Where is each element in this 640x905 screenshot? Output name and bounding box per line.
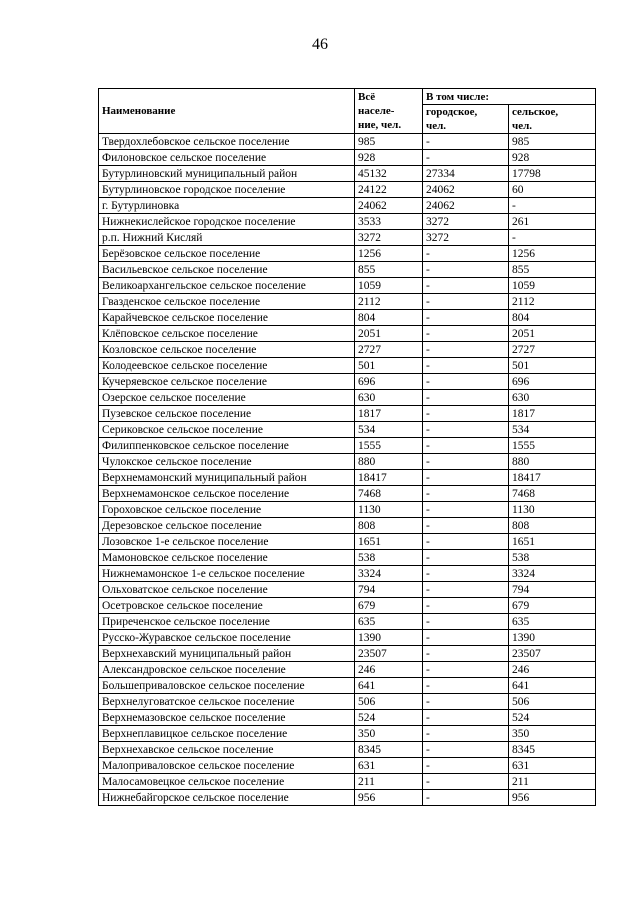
cell-urban: - — [423, 710, 509, 726]
table-row — [99, 614, 596, 630]
cell-total: 2112 — [355, 294, 423, 310]
cell-total: 1817 — [355, 406, 423, 422]
cell-total: 696 — [355, 374, 423, 390]
cell-total: 1390 — [355, 630, 423, 646]
cell-rural: 679 — [509, 598, 596, 614]
table-row — [99, 342, 596, 358]
cell-name: Малоприваловское сельское поселение — [99, 758, 355, 774]
cell-rural: 928 — [509, 150, 596, 166]
cell-total: 350 — [355, 726, 423, 742]
table-row — [99, 758, 596, 774]
cell-name: Верхнехавское сельское поселение — [99, 742, 355, 758]
cell-total: 1059 — [355, 278, 423, 294]
cell-total: 3324 — [355, 566, 423, 582]
table-row — [99, 550, 596, 566]
header-total-line3: ние, чел. — [358, 119, 402, 131]
cell-urban: - — [423, 790, 509, 806]
cell-urban: - — [423, 486, 509, 502]
cell-rural: 635 — [509, 614, 596, 630]
cell-total: 24062 — [355, 198, 423, 214]
cell-rural: 1817 — [509, 406, 596, 422]
cell-name: Лозовское 1-е сельское поселение — [99, 534, 355, 550]
cell-total: 880 — [355, 454, 423, 470]
cell-total: 3533 — [355, 214, 423, 230]
cell-rural: 1651 — [509, 534, 596, 550]
cell-rural: 261 — [509, 214, 596, 230]
cell-name: Верхнелуговатское сельское поселение — [99, 694, 355, 710]
cell-urban: - — [423, 758, 509, 774]
cell-urban: - — [423, 646, 509, 662]
table-row — [99, 294, 596, 310]
table-row — [99, 678, 596, 694]
cell-urban: - — [423, 662, 509, 678]
cell-name: г. Бутурлиновка — [99, 198, 355, 214]
table-row — [99, 774, 596, 790]
table-row — [99, 278, 596, 294]
cell-total: 2727 — [355, 342, 423, 358]
cell-rural: 1555 — [509, 438, 596, 454]
cell-name: Верхнемамонский муниципальный район — [99, 470, 355, 486]
cell-name: Кучеряевское сельское поселение — [99, 374, 355, 390]
cell-name: Малосамовецкое сельское поселение — [99, 774, 355, 790]
cell-name: Клёповское сельское поселение — [99, 326, 355, 342]
cell-urban: - — [423, 390, 509, 406]
cell-urban: - — [423, 278, 509, 294]
cell-rural: 23507 — [509, 646, 596, 662]
cell-urban: - — [423, 614, 509, 630]
table-row — [99, 534, 596, 550]
table-row — [99, 646, 596, 662]
table-row — [99, 310, 596, 326]
header-urban-line1: городское, — [426, 106, 478, 118]
cell-urban: - — [423, 742, 509, 758]
header-total — [355, 89, 423, 134]
cell-total: 1651 — [355, 534, 423, 550]
table-row — [99, 742, 596, 758]
cell-rural: 534 — [509, 422, 596, 438]
cell-urban: - — [423, 550, 509, 566]
table-row — [99, 358, 596, 374]
cell-total: 538 — [355, 550, 423, 566]
cell-urban: - — [423, 374, 509, 390]
table-row — [99, 470, 596, 486]
cell-name: Гвазденское сельское поселение — [99, 294, 355, 310]
cell-rural: 804 — [509, 310, 596, 326]
cell-name: Ольховатское сельское поселение — [99, 582, 355, 598]
cell-name: Твердохлебовское сельское поселение — [99, 134, 355, 150]
cell-name: Нижнемамонское 1-е сельское поселение — [99, 566, 355, 582]
table-row — [99, 726, 596, 742]
cell-rural: 60 — [509, 182, 596, 198]
cell-name: Великоархангельское сельское поселение — [99, 278, 355, 294]
table-row — [99, 214, 596, 230]
cell-urban: - — [423, 358, 509, 374]
cell-rural: 631 — [509, 758, 596, 774]
cell-name: Пузевское сельское поселение — [99, 406, 355, 422]
cell-name: Карайчевское сельское поселение — [99, 310, 355, 326]
cell-rural: 808 — [509, 518, 596, 534]
cell-rural: 696 — [509, 374, 596, 390]
cell-total: 8345 — [355, 742, 423, 758]
cell-name: Берёзовское сельское поселение — [99, 246, 355, 262]
population-table — [98, 88, 596, 806]
cell-rural: 506 — [509, 694, 596, 710]
cell-total: 641 — [355, 678, 423, 694]
cell-rural: 211 — [509, 774, 596, 790]
cell-name: Чулокское сельское поселение — [99, 454, 355, 470]
cell-urban: - — [423, 422, 509, 438]
table-row — [99, 454, 596, 470]
table-row — [99, 790, 596, 806]
header-name: Наименование — [99, 89, 355, 134]
cell-name: Осетровское сельское поселение — [99, 598, 355, 614]
cell-urban: - — [423, 150, 509, 166]
cell-urban: - — [423, 310, 509, 326]
cell-total: 1256 — [355, 246, 423, 262]
cell-rural: 1390 — [509, 630, 596, 646]
cell-urban: - — [423, 630, 509, 646]
cell-total: 534 — [355, 422, 423, 438]
cell-rural: 1256 — [509, 246, 596, 262]
table-header — [99, 89, 596, 134]
header-rural-line1: сельское, — [512, 106, 559, 118]
cell-rural: 880 — [509, 454, 596, 470]
cell-rural: 17798 — [509, 166, 596, 182]
header-including: В том числе: — [423, 89, 596, 105]
header-urban-line2: чел. — [426, 120, 447, 132]
cell-total: 501 — [355, 358, 423, 374]
cell-urban: - — [423, 294, 509, 310]
table-row — [99, 710, 596, 726]
table-row — [99, 630, 596, 646]
cell-total: 855 — [355, 262, 423, 278]
table-row — [99, 230, 596, 246]
cell-name: Русско-Журавское сельское поселение — [99, 630, 355, 646]
table-row — [99, 182, 596, 198]
cell-total: 635 — [355, 614, 423, 630]
cell-rural: 956 — [509, 790, 596, 806]
page-number: 46 — [312, 36, 328, 53]
table-row — [99, 390, 596, 406]
cell-name: Мамоновское сельское поселение — [99, 550, 355, 566]
cell-name: Александровское сельское поселение — [99, 662, 355, 678]
table-row — [99, 150, 596, 166]
cell-total: 246 — [355, 662, 423, 678]
cell-rural: 18417 — [509, 470, 596, 486]
cell-total: 45132 — [355, 166, 423, 182]
cell-rural: 1130 — [509, 502, 596, 518]
cell-urban: - — [423, 134, 509, 150]
cell-total: 794 — [355, 582, 423, 598]
cell-total: 24122 — [355, 182, 423, 198]
cell-urban: - — [423, 774, 509, 790]
table-row — [99, 422, 596, 438]
cell-total: 631 — [355, 758, 423, 774]
cell-urban: 3272 — [423, 230, 509, 246]
cell-name: Верхнехавский муниципальный район — [99, 646, 355, 662]
table-body — [99, 134, 596, 806]
cell-urban: - — [423, 342, 509, 358]
cell-name: Козловское сельское поселение — [99, 342, 355, 358]
cell-name: Нижнебайгорское сельское поселение — [99, 790, 355, 806]
cell-total: 524 — [355, 710, 423, 726]
header-total-line2: населе- — [358, 105, 395, 117]
cell-total: 1130 — [355, 502, 423, 518]
table-row — [99, 326, 596, 342]
header-total-line1: Всё — [358, 91, 376, 103]
cell-name: Сериковское сельское поселение — [99, 422, 355, 438]
cell-name: Бутурлиновский муниципальный район — [99, 166, 355, 182]
cell-name: Верхнемамонское сельское поселение — [99, 486, 355, 502]
cell-name: Верхнемазовское сельское поселение — [99, 710, 355, 726]
cell-urban: - — [423, 534, 509, 550]
cell-name: Верхнеплавицкое сельское поселение — [99, 726, 355, 742]
cell-urban: - — [423, 438, 509, 454]
cell-urban: - — [423, 406, 509, 422]
cell-urban: - — [423, 566, 509, 582]
cell-rural: 855 — [509, 262, 596, 278]
table-row — [99, 566, 596, 582]
cell-rural: 8345 — [509, 742, 596, 758]
cell-name: р.п. Нижний Кисляй — [99, 230, 355, 246]
cell-total: 928 — [355, 150, 423, 166]
table-row — [99, 502, 596, 518]
cell-urban: - — [423, 582, 509, 598]
cell-total: 804 — [355, 310, 423, 326]
table-row — [99, 166, 596, 182]
cell-total: 1555 — [355, 438, 423, 454]
cell-total: 7468 — [355, 486, 423, 502]
cell-name: Филиппенковское сельское поселение — [99, 438, 355, 454]
header-rural — [509, 105, 596, 134]
cell-name: Васильевское сельское поселение — [99, 262, 355, 278]
cell-rural: 794 — [509, 582, 596, 598]
cell-name: Гороховское сельское поселение — [99, 502, 355, 518]
cell-urban: - — [423, 694, 509, 710]
table-row — [99, 582, 596, 598]
cell-urban: 24062 — [423, 198, 509, 214]
table-row — [99, 134, 596, 150]
cell-rural: 641 — [509, 678, 596, 694]
cell-name: Бутурлиновское городское поселение — [99, 182, 355, 198]
cell-urban: - — [423, 518, 509, 534]
cell-total: 23507 — [355, 646, 423, 662]
cell-total: 18417 — [355, 470, 423, 486]
cell-rural: 7468 — [509, 486, 596, 502]
cell-urban: - — [423, 726, 509, 742]
cell-urban: - — [423, 262, 509, 278]
cell-rural: - — [509, 198, 596, 214]
cell-total: 808 — [355, 518, 423, 534]
table-row — [99, 662, 596, 678]
cell-rural: 1059 — [509, 278, 596, 294]
header-urban — [423, 105, 509, 134]
cell-total: 506 — [355, 694, 423, 710]
table-row — [99, 438, 596, 454]
cell-name: Колодеевское сельское поселение — [99, 358, 355, 374]
cell-total: 956 — [355, 790, 423, 806]
table-row — [99, 198, 596, 214]
cell-urban: 27334 — [423, 166, 509, 182]
table-row — [99, 374, 596, 390]
cell-rural: 2727 — [509, 342, 596, 358]
cell-name: Приреченское сельское поселение — [99, 614, 355, 630]
cell-rural: 2051 — [509, 326, 596, 342]
cell-urban: - — [423, 326, 509, 342]
cell-rural: 985 — [509, 134, 596, 150]
cell-rural: 501 — [509, 358, 596, 374]
cell-total: 630 — [355, 390, 423, 406]
cell-name: Нижнекислейское городское поселение — [99, 214, 355, 230]
cell-rural: 538 — [509, 550, 596, 566]
cell-urban: - — [423, 246, 509, 262]
table-row — [99, 518, 596, 534]
cell-urban: - — [423, 678, 509, 694]
cell-name: Дерезовское сельское поселение — [99, 518, 355, 534]
cell-total: 3272 — [355, 230, 423, 246]
cell-urban: 3272 — [423, 214, 509, 230]
cell-urban: 24062 — [423, 182, 509, 198]
cell-rural: 630 — [509, 390, 596, 406]
cell-total: 679 — [355, 598, 423, 614]
cell-rural: 2112 — [509, 294, 596, 310]
cell-name: Филоновское сельское поселение — [99, 150, 355, 166]
table-row — [99, 246, 596, 262]
cell-rural: 246 — [509, 662, 596, 678]
table-row — [99, 262, 596, 278]
cell-urban: - — [423, 598, 509, 614]
cell-urban: - — [423, 470, 509, 486]
cell-total: 985 — [355, 134, 423, 150]
cell-rural: 524 — [509, 710, 596, 726]
table-row — [99, 486, 596, 502]
cell-urban: - — [423, 454, 509, 470]
cell-name: Озерское сельское поселение — [99, 390, 355, 406]
cell-rural: 350 — [509, 726, 596, 742]
table-row — [99, 694, 596, 710]
cell-rural: - — [509, 230, 596, 246]
cell-rural: 3324 — [509, 566, 596, 582]
cell-name: Большеприваловское сельское поселение — [99, 678, 355, 694]
table-row — [99, 406, 596, 422]
cell-total: 211 — [355, 774, 423, 790]
header-rural-line2: чел. — [512, 120, 533, 132]
table-row — [99, 598, 596, 614]
cell-total: 2051 — [355, 326, 423, 342]
cell-urban: - — [423, 502, 509, 518]
